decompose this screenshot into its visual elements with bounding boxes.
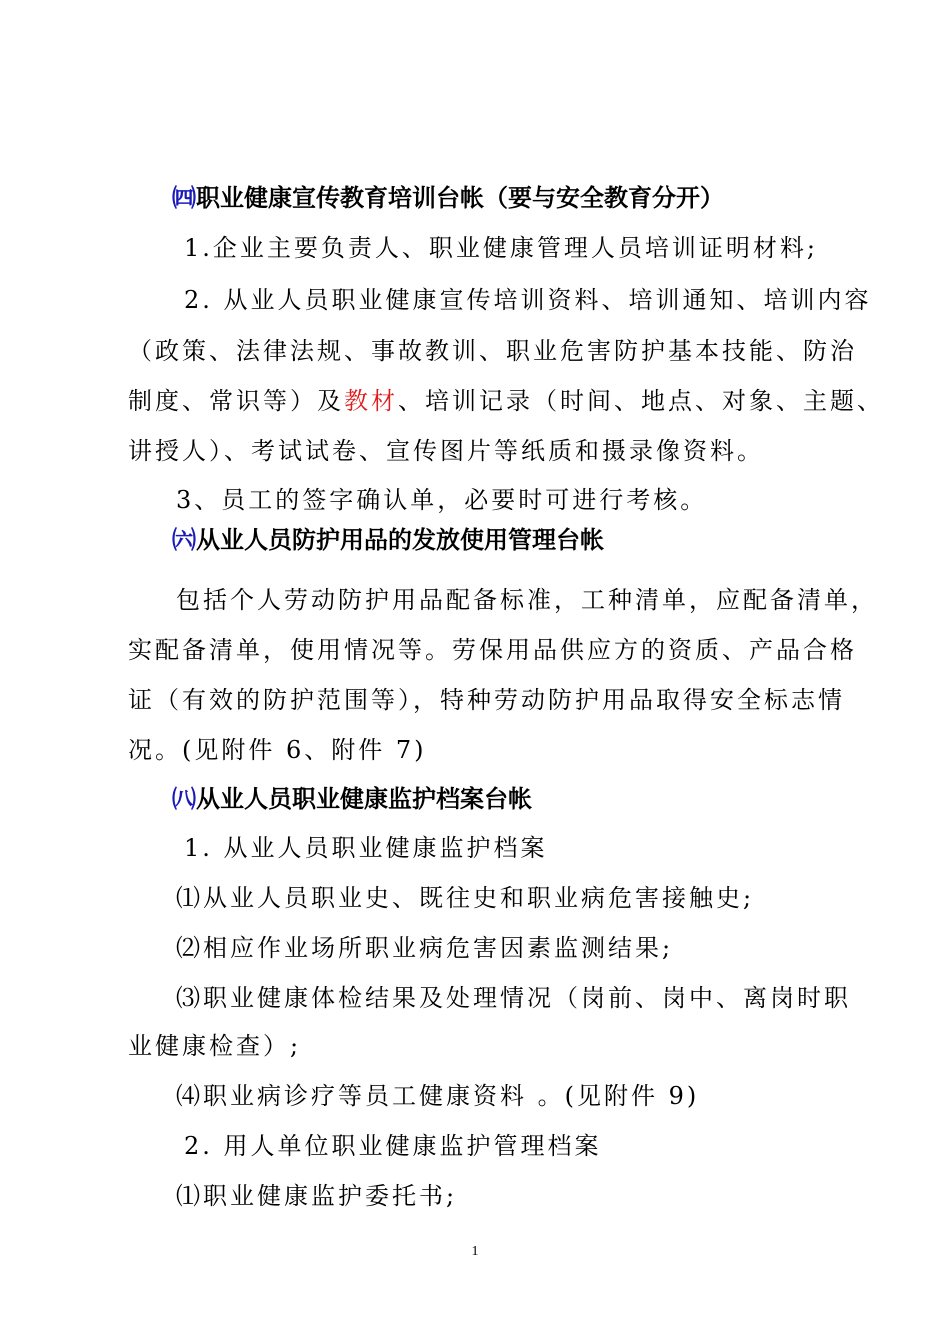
- heading-number: ㈧: [172, 785, 196, 813]
- highlighted-text: 教材: [344, 387, 398, 415]
- paragraph-line: 1.企业主要负责人、职业健康管理人员培训证明材料;: [184, 234, 818, 262]
- paragraph-line: 包括个人劳动防护用品配备标准，工种清单，应配备清单，: [176, 586, 878, 614]
- section-heading-4: [172, 180, 724, 216]
- paragraph-line: ⑶职业健康体检结果及处理情况（岗前、岗中、离岗时职: [176, 984, 851, 1012]
- paragraph-line: ⑴职业健康监护委托书;: [176, 1182, 458, 1210]
- paragraph-line: 实配备清单，使用情况等。劳保用品供应方的资质、产品合格: [128, 636, 857, 664]
- paragraph-line: ⑴从业人员职业史、既往史和职业病危害接触史;: [176, 884, 755, 912]
- heading-number: ㈥: [172, 526, 196, 554]
- text-span: 、培训记录（时间、地点、对象、主题、: [398, 387, 884, 415]
- text-span: 制度、常识等）及: [128, 387, 344, 415]
- heading-text: 职业健康宣传教育培训台帐（要与安全教育分开）: [196, 184, 724, 212]
- heading-number: ㈣: [172, 184, 196, 212]
- page-number: 1: [471, 1244, 479, 1259]
- paragraph-line: ⑷职业病诊疗等员工健康资料 。(见附件 9): [176, 1082, 700, 1110]
- paragraph-line: 况。(见附件 6、附件 7): [128, 736, 427, 764]
- paragraph-line: （政策、法律法规、事故教训、职业危害防护基本技能、防治: [128, 337, 857, 365]
- paragraph-line: 讲授人）、考试试卷、宣传图片等纸质和摄录像资料。: [128, 437, 764, 465]
- paragraph-line: 1. 从业人员职业健康监护档案: [184, 834, 548, 862]
- paragraph-line: ⑵相应作业场所职业病危害因素监测结果;: [176, 934, 674, 962]
- paragraph-line: [128, 383, 884, 419]
- section-heading-8: [172, 781, 532, 817]
- paragraph-line: 业健康检查）;: [128, 1032, 302, 1060]
- heading-text: 从业人员防护用品的发放使用管理台帐: [196, 526, 604, 554]
- paragraph-line: 证（有效的防护范围等），特种劳动防护用品取得安全标志情: [128, 686, 845, 714]
- section-heading-6: [172, 522, 604, 558]
- heading-text: 从业人员职业健康监护档案台帐: [196, 785, 532, 813]
- paragraph-line: 2. 用人单位职业健康监护管理档案: [184, 1132, 602, 1160]
- paragraph-line: 2. 从业人员职业健康宣传培训资料、培训通知、培训内容: [184, 286, 872, 314]
- paragraph-line: 3、员工的签字确认单，必要时可进行考核。: [176, 486, 708, 514]
